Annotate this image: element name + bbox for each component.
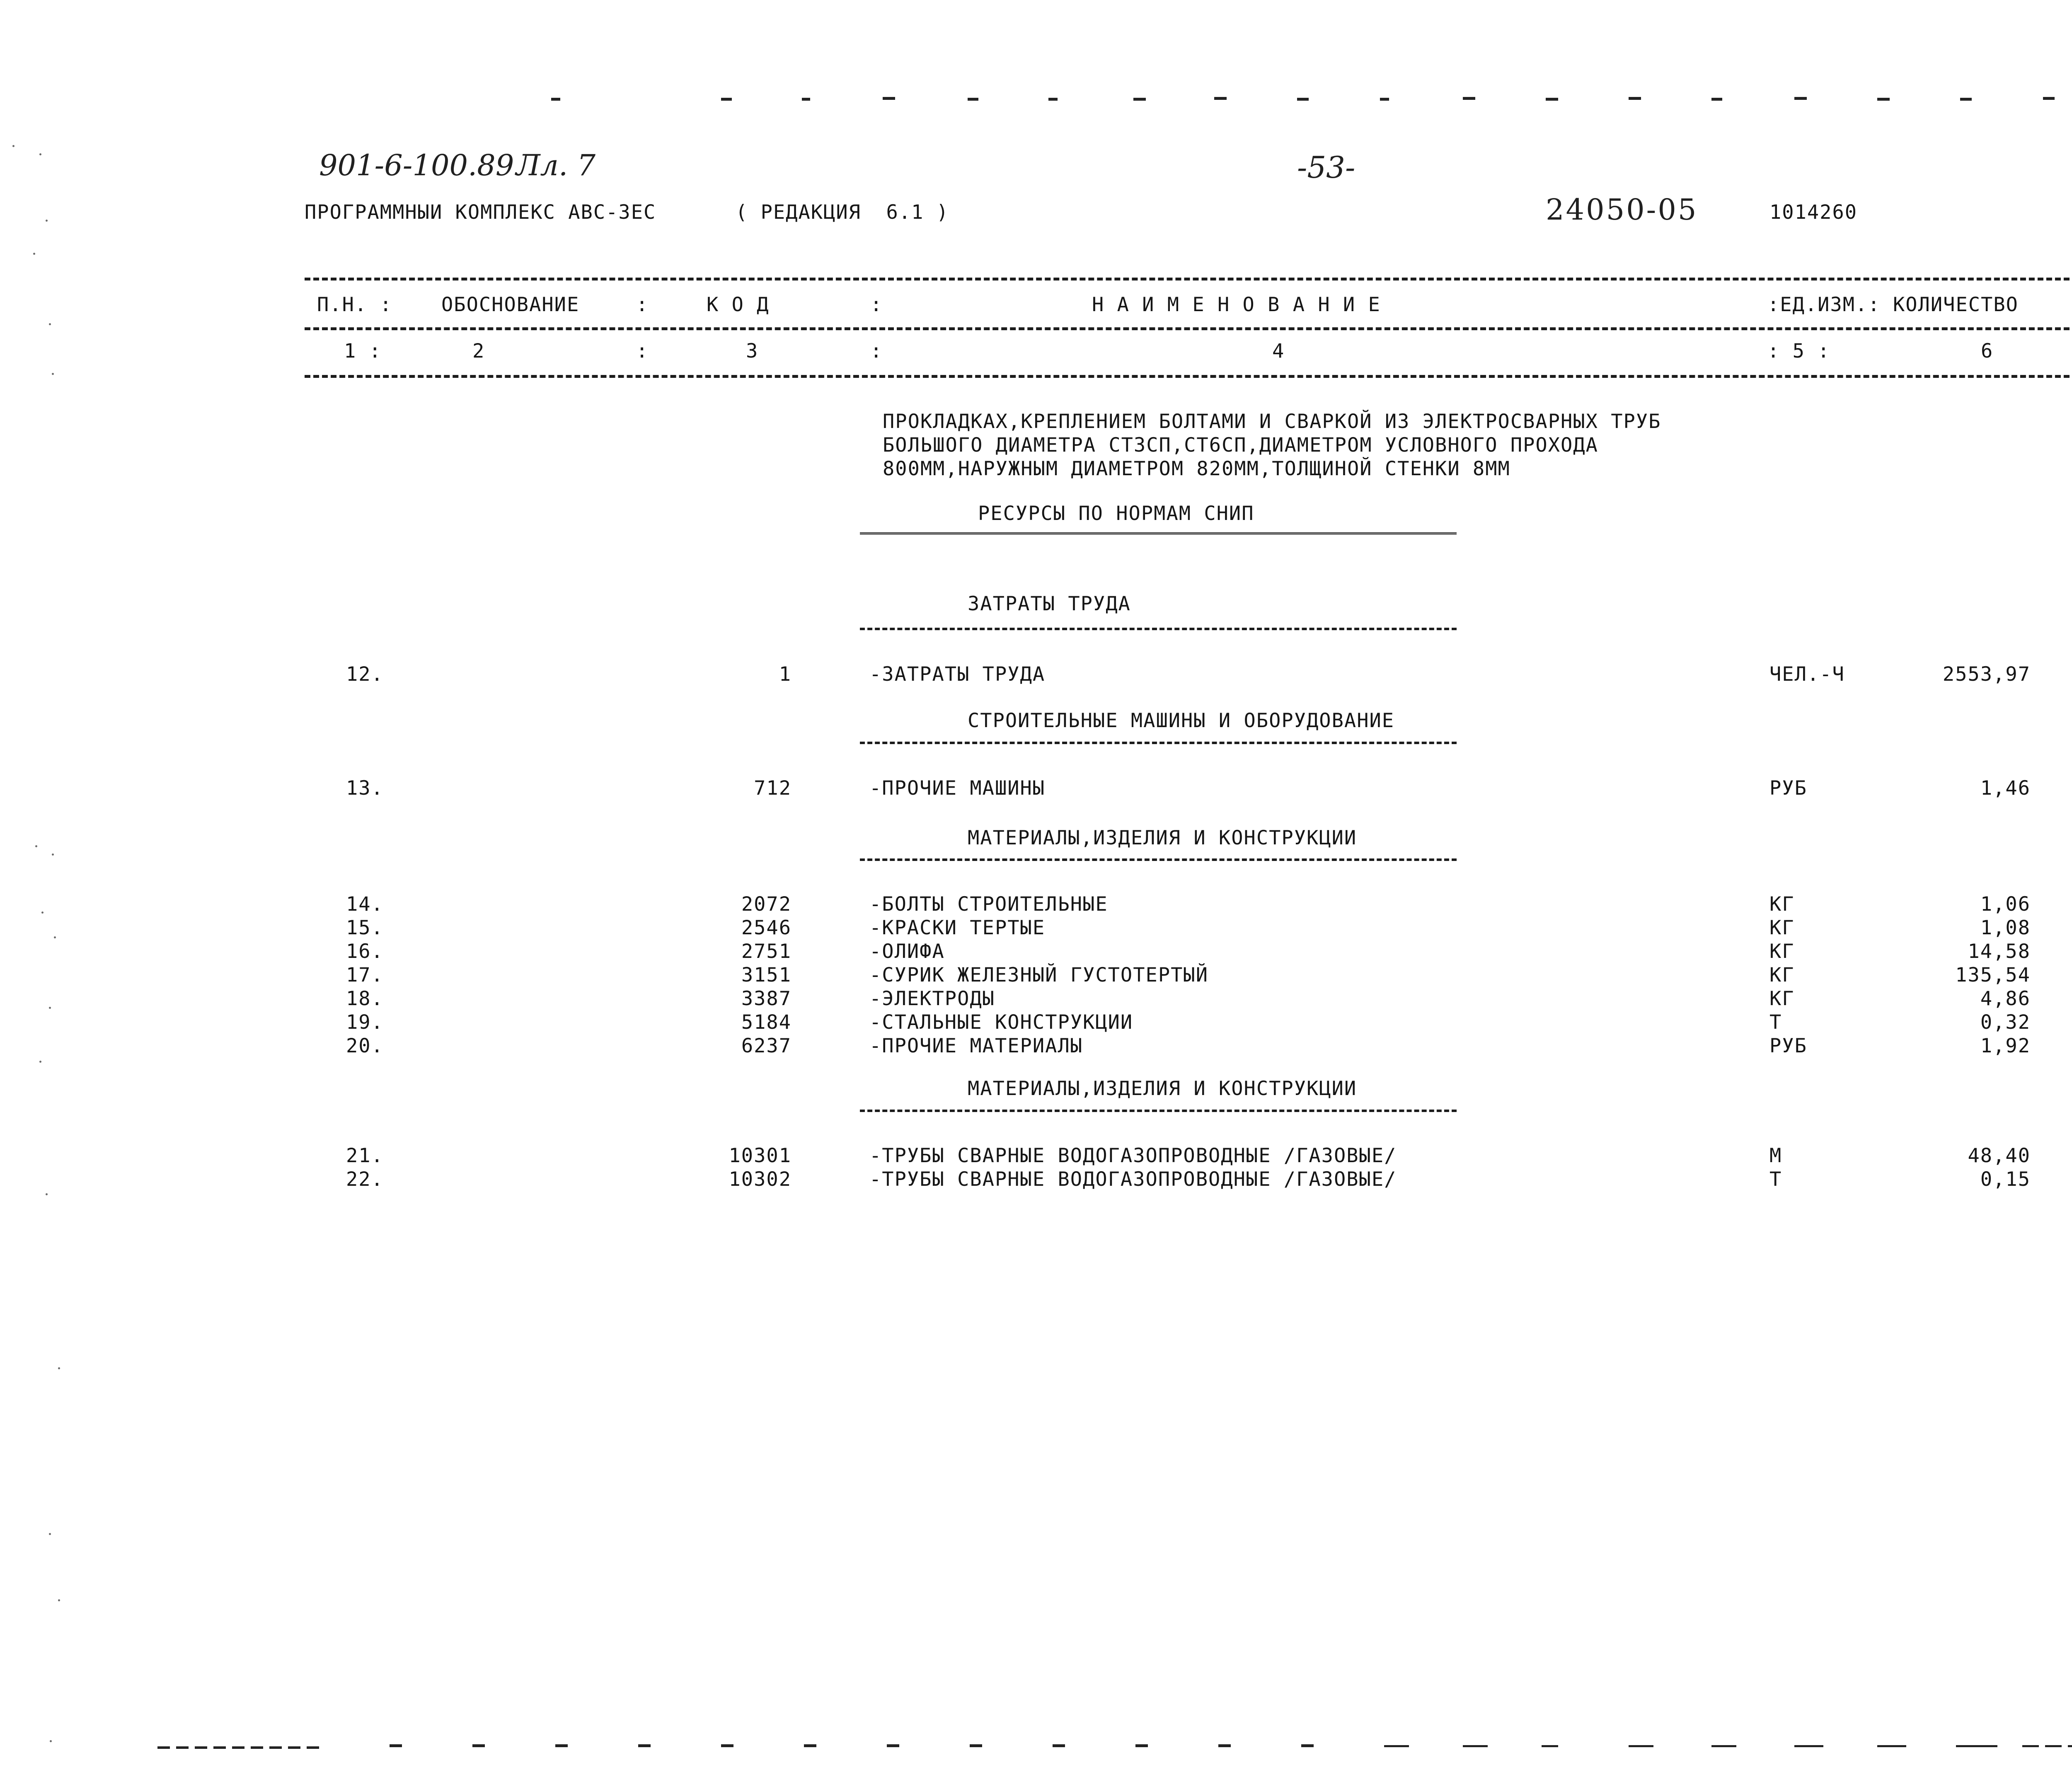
col-sep: : (870, 293, 883, 316)
table-row (0, 987, 2072, 1011)
handwritten-sheet: Лл. 7 (516, 148, 596, 182)
col-num-6: 6 (1981, 340, 1994, 363)
col-name-header: Н А И М Е Н О В А Н И Е (1092, 293, 1381, 316)
row-pn: 20. (346, 1035, 384, 1057)
row-name: -БОЛТЫ СТРОИТЕЛЬНЫЕ (869, 893, 1108, 916)
section-title: МАТЕРИАЛЫ,ИЗДЕЛИЯ И КОНСТРУКЦИИ (968, 1077, 1357, 1100)
row-qty: 4,86 (1980, 987, 2031, 1010)
col-num-4: 4 (1272, 340, 1285, 363)
row-unit: КГ (1769, 987, 1795, 1010)
row-unit: РУБ (1769, 1035, 1807, 1057)
row-code: 1 (779, 663, 792, 686)
row-unit: М (1769, 1144, 1782, 1167)
description-line-3: 800ММ,НАРУЖНЫМ ДИАМЕТРОМ 820ММ,ТОЛЩИНОЙ СТЕНКИ 8ММ (883, 457, 1510, 480)
row-pn: 19. (346, 1011, 384, 1034)
section-title: МАТЕРИАЛЫ,ИЗДЕЛИЯ И КОНСТРУКЦИИ (968, 827, 1357, 849)
resources-title: РЕСУРСЫ ПО НОРМАМ СНИП (978, 502, 1254, 525)
section-title: СТРОИТЕЛЬНЫЕ МАШИНЫ И ОБОРУДОВАНИЕ (968, 709, 1395, 732)
row-name: -ПРОЧИЕ МАШИНЫ (869, 777, 1046, 800)
col-sep: : (870, 340, 883, 363)
table-row (0, 1168, 2072, 1191)
row-unit: Т (1769, 1011, 1782, 1034)
col-num-2: 2 (472, 340, 485, 363)
description-line-2: БОЛЬШОГО ДИАМЕТРА СТ3СП,СТ6СП,ДИАМЕТРОМ УСЛОВНОГО ПРОХОДА (883, 434, 1598, 457)
row-unit: КГ (1769, 940, 1795, 963)
section-rule (860, 858, 1457, 861)
row-code: 6237 (741, 1035, 792, 1057)
row-pn: 21. (346, 1144, 384, 1167)
col-basis-header: ОБОСНОВАНИЕ (441, 293, 580, 316)
row-code: 712 (754, 777, 792, 800)
col-num-5: : 5 : (1767, 340, 1830, 363)
section-rule (860, 628, 1457, 630)
row-pn: 17. (346, 964, 384, 986)
row-qty: 1,08 (1980, 916, 2031, 939)
col-sep: : (636, 340, 649, 363)
row-name: -ТРУБЫ СВАРНЫЕ ВОДОГАЗОПРОВОДНЫЕ /ГАЗОВЫЕ/ (869, 1144, 1397, 1167)
row-qty: 0,15 (1980, 1168, 2031, 1191)
row-code: 3151 (741, 964, 792, 986)
row-qty: 0,32 (1980, 1011, 2031, 1034)
row-name: -ТРУБЫ СВАРНЫЕ ВОДОГАЗОПРОВОДНЫЕ /ГАЗОВЫЕ/ (869, 1168, 1397, 1191)
description-line-1: ПРОКЛАДКАХ,КРЕПЛЕНИЕМ БОЛТАМИ И СВАРКОЙ ИЗ ЭЛЕКТРОСВАРНЫХ ТРУБ (883, 410, 1661, 433)
table-row (0, 1035, 2072, 1058)
section-rule (860, 742, 1457, 744)
col-unit-qty-header: :ЕД.ИЗМ.: КОЛИЧЕСТВО (1767, 293, 2019, 316)
table-row (0, 663, 2072, 686)
column-numbers (0, 340, 2072, 363)
row-qty: 1,46 (1980, 777, 2031, 800)
table-row (0, 1144, 2072, 1168)
row-unit: КГ (1769, 916, 1795, 939)
row-unit: КГ (1769, 893, 1795, 916)
row-name: -ЭЛЕКТРОДЫ (869, 987, 995, 1010)
col-code-header: К О Д (707, 293, 770, 316)
row-unit: КГ (1769, 964, 1795, 986)
col-pn-header: П.Н. : (317, 293, 392, 316)
row-qty: 135,54 (1955, 964, 2031, 986)
row-name: -КРАСКИ ТЕРТЫЕ (869, 916, 1046, 939)
row-qty: 48,40 (1968, 1144, 2031, 1167)
column-headers (0, 293, 2072, 317)
handwritten-doc-ref: 901-6-100.89 (319, 148, 514, 182)
col-num-1: 1 : (344, 340, 382, 363)
row-pn: 14. (346, 893, 384, 916)
row-code: 10301 (729, 1144, 792, 1167)
col-sep: : (636, 293, 649, 316)
row-qty: 1,06 (1980, 893, 2031, 916)
resources-double-rule (860, 532, 1457, 539)
row-name: -ПРОЧИЕ МАТЕРИАЛЫ (869, 1035, 1083, 1057)
table-row (0, 1011, 2072, 1034)
row-pn: 16. (346, 940, 384, 963)
table-row (0, 893, 2072, 916)
row-unit: ЧЕЛ.-Ч (1769, 663, 1845, 686)
col-num-3: 3 (746, 340, 759, 363)
row-name: -ОЛИФА (869, 940, 945, 963)
table-row (0, 777, 2072, 800)
program-title: ПРОГРАММНЫИ КОМПЛЕКС АВС-3ЕС (305, 201, 656, 224)
row-pn: 18. (346, 987, 384, 1010)
edition-label: ( РЕДАКЦИЯ 6.1 ) (736, 201, 949, 224)
row-code: 10302 (729, 1168, 792, 1191)
table-row (0, 916, 2072, 940)
header-rule-mid (305, 327, 2072, 330)
row-code: 2546 (741, 916, 792, 939)
row-name: -СТАЛЬНЫЕ КОНСТРУКЦИИ (869, 1011, 1133, 1034)
row-pn: 12. (346, 663, 384, 686)
row-name: -СУРИК ЖЕЛЕЗНЫЙ ГУСТОТЕРТЫЙ (869, 964, 1209, 986)
handwritten-code: 24050-05 (1546, 193, 1698, 227)
row-code: 5184 (741, 1011, 792, 1034)
section-rule (860, 1110, 1457, 1112)
page-number: -53- (1297, 150, 1356, 185)
row-pn: 13. (346, 777, 384, 800)
row-code: 2072 (741, 893, 792, 916)
table-row (0, 940, 2072, 963)
row-code: 2751 (741, 940, 792, 963)
row-unit: Т (1769, 1168, 1782, 1191)
header-rule-top (305, 278, 2072, 280)
row-qty: 2553,97 (1942, 663, 2031, 686)
row-unit: РУБ (1769, 777, 1807, 800)
row-pn: 15. (346, 916, 384, 939)
row-name: -ЗАТРАТЫ ТРУДА (869, 663, 1046, 686)
row-qty: 14,58 (1968, 940, 2031, 963)
row-qty: 1,92 (1980, 1035, 2031, 1057)
row-code: 3387 (741, 987, 792, 1010)
section-title: ЗАТРАТЫ ТРУДА (968, 592, 1131, 615)
header-rule-bottom (305, 375, 2072, 378)
row-pn: 22. (346, 1168, 384, 1191)
doc-number: 1014260 (1769, 201, 1858, 224)
table-row (0, 964, 2072, 987)
